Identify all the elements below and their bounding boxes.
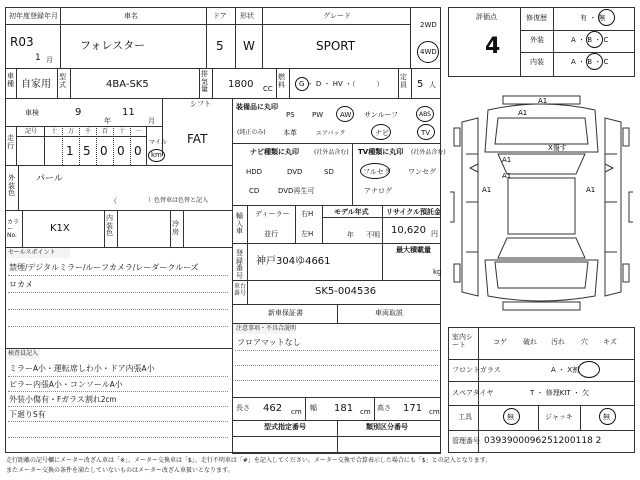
- tools-value: 無: [507, 413, 514, 421]
- height-cm: cm: [429, 408, 440, 416]
- inspection-month: 11: [122, 107, 135, 118]
- jack-value: 無: [603, 413, 610, 421]
- exterior-options: A ・ B ・ C: [571, 36, 609, 44]
- mgmt-label: 管理番号: [452, 437, 480, 445]
- inspector-line-2: ピラー内張A小・コンソールA小: [9, 380, 123, 389]
- capacity-unit: 人: [429, 81, 436, 89]
- equip-navi: ナビ: [375, 129, 389, 137]
- seat-label: 室内シート: [452, 333, 473, 349]
- spare-options: T ・ 修理KIT ・ 欠: [530, 389, 590, 397]
- sales-point-line-2: ロカメ: [9, 280, 33, 289]
- equipment-sub: (純正のみ): [237, 129, 266, 136]
- color-note: ）色替車は色替と記入: [148, 197, 209, 204]
- windshield-options: A ・ X割: [551, 366, 580, 374]
- equip-abs: ABS: [419, 111, 431, 118]
- car-name: フォレスター: [80, 39, 146, 52]
- month-unit: 月: [46, 56, 53, 64]
- equip-airbag: エアバック: [316, 130, 346, 137]
- fuel-options: G ・ D ・ HV ・（ ）: [299, 80, 384, 88]
- mileage-label: 走行: [7, 134, 14, 150]
- registration-label: 登録番号: [236, 249, 243, 281]
- width-label: 幅: [310, 404, 317, 412]
- diagram-label-6: A1: [482, 186, 492, 194]
- grade: SPORT: [316, 39, 356, 53]
- diagram-label-1: A1: [538, 97, 548, 105]
- inspection-year-unit: 年: [104, 117, 111, 125]
- use-label: 車種: [7, 72, 14, 88]
- windshield-label: フロントガラス: [452, 366, 501, 374]
- repair-none-circle: [598, 9, 615, 26]
- first-reg-value: R03: [10, 35, 34, 49]
- caution-label: 注意事項・不具合説明: [236, 325, 297, 332]
- shape-label: 形状: [240, 12, 254, 20]
- diagram-label-5: A1: [502, 172, 512, 180]
- navi-hdd: HDD: [246, 168, 263, 176]
- tv-oneseg: ワンセグ: [408, 168, 436, 176]
- tv-label: TV種類に丸印: [358, 148, 404, 156]
- mileage-digit-3: 0: [117, 144, 125, 158]
- color-label: 外装色: [8, 174, 15, 198]
- diagram-label-2: A1: [518, 109, 528, 117]
- navi-sub: (社外品含む): [314, 149, 349, 156]
- height-value: 171: [403, 403, 423, 414]
- type-approval-label: 型式指定番号: [264, 423, 306, 431]
- max-load-label: 最大積載量: [396, 246, 431, 254]
- windshield-crack-circle: [578, 361, 600, 378]
- import-dealer: ディーラー: [255, 210, 290, 218]
- cc-unit: CC: [263, 85, 273, 93]
- capacity-value: 5: [417, 79, 424, 90]
- equip-aw: AW: [340, 111, 352, 119]
- mileage-unit-mile: マイル: [149, 139, 167, 146]
- mileage-header: 記号: [25, 128, 38, 135]
- seat-opt-2: 汚れ: [551, 338, 565, 346]
- exterior-b-circle: [586, 31, 603, 48]
- first-reg-month: 1: [35, 53, 41, 63]
- inspection-month-unit: 月: [148, 117, 155, 125]
- model-label: 型式: [59, 73, 66, 89]
- score-value: 4: [485, 34, 501, 59]
- recycle-value: 10,620: [391, 225, 426, 236]
- mileage-digit-4: 0: [134, 144, 142, 158]
- width-cm: cm: [360, 408, 371, 416]
- inspector-line-3: 外装小傷有・Fガラス割れ2cm: [9, 395, 117, 404]
- category-label: 類別区分番号: [366, 423, 408, 431]
- footnote-line-1: 走行距離の記号欄にメーター改ざん車は「※」、メーター交換車は「$」、走行不明車は「#」を記入してください。メーター交換で合算表示した場合にも「$」との記入となります。: [6, 457, 492, 464]
- doors-label: ドア: [213, 12, 227, 20]
- first-reg-label: 初年度登録年月: [9, 12, 58, 20]
- repair-label: 修復歴: [526, 14, 547, 22]
- model-year-unit: 年: [347, 231, 354, 239]
- exterior-label: 外装: [530, 36, 544, 44]
- doors: 5: [216, 39, 224, 53]
- diagram-label-4: A1: [502, 156, 512, 164]
- digit-h-1: 万: [68, 128, 75, 135]
- height-label: 高さ: [377, 404, 391, 412]
- import-parallel: 並行: [264, 230, 278, 238]
- tv-fullseg: フルセグ: [363, 168, 391, 176]
- shift-value: FAT: [187, 132, 208, 146]
- mileage-digit-0: 1: [66, 144, 74, 158]
- use-value: 自家用: [21, 79, 51, 90]
- interior-color-label: 内装色: [106, 214, 113, 238]
- navi-sd: SD: [324, 168, 334, 176]
- import-label: 輸入車: [236, 212, 243, 236]
- mileage-unit-km: km: [151, 151, 162, 159]
- model-value: 4BA-SK5: [106, 79, 149, 90]
- color-value: パール: [36, 174, 63, 184]
- digit-h-4: 十: [119, 128, 126, 135]
- equipment-label: 装備品に丸印: [236, 103, 278, 111]
- diagram-label-7: A1: [586, 186, 596, 194]
- navi-cd: CD: [249, 187, 260, 195]
- shape: W: [243, 39, 255, 53]
- drive-4wd: 4WD: [420, 48, 437, 56]
- shift-label: シフト: [190, 100, 211, 108]
- interior-label: 内装: [530, 58, 544, 66]
- color-code-value: K1X: [50, 223, 70, 234]
- drive-2wd: 2WD: [420, 21, 437, 29]
- digit-h-3: 百: [102, 128, 109, 135]
- width-value: 181: [334, 403, 354, 414]
- jack-label: ジャッキ: [545, 413, 573, 421]
- color-paren: （: [110, 197, 117, 205]
- diagram-label-3: X傷す: [548, 144, 567, 152]
- inspection-year: 9: [75, 107, 82, 118]
- max-load-kg: kg: [433, 268, 442, 276]
- recycle-label: リサイクル預託金: [386, 208, 442, 216]
- fuel-label: 燃料: [278, 73, 285, 89]
- equip-tv: TV: [421, 129, 431, 137]
- equip-pw: PW: [312, 111, 324, 119]
- seat-opt-1: 破れ: [523, 338, 537, 346]
- inspector-line-1: ミラーA小・運転席しわ小・ドア内張A小: [9, 364, 155, 373]
- score-label: 評価点: [476, 13, 497, 21]
- length-label: 長さ: [236, 404, 250, 412]
- import-right: 右H: [301, 210, 314, 218]
- digit-h-5: 一: [135, 128, 142, 135]
- registration-value: 神戸304ゆ4661: [256, 256, 331, 267]
- length-cm: cm: [291, 408, 302, 416]
- navi-dvd-play: DVD再生可: [278, 187, 315, 195]
- sales-points-label: セールスポイント: [8, 249, 56, 256]
- grade-label: グレード: [323, 12, 351, 20]
- warranty-new-car: 新車保証書: [268, 309, 303, 317]
- tools-label: 工具: [458, 413, 472, 421]
- equip-leather: 本革: [283, 129, 297, 137]
- inspector-line-4: 下廻りS有: [9, 410, 46, 419]
- footnote-line-2: またメーター交換の条件を満たしていないものはメーター改ざん車扱いとなります。: [6, 467, 234, 474]
- tv-analog: アナログ: [364, 187, 392, 195]
- chassis-label: 車台番号: [234, 283, 247, 297]
- equip-ps: PS: [286, 111, 295, 119]
- displacement-label: 排気量: [201, 70, 208, 94]
- warranty-manual: 車両取説: [375, 309, 403, 317]
- chassis-value: SK5-004536: [315, 286, 377, 297]
- ac-label: 冷房: [172, 220, 179, 236]
- mgmt-value: 0393900096251200118 2: [484, 436, 602, 446]
- repair-options: 有 ・ 無: [580, 14, 606, 22]
- navi-dvd: DVD: [287, 168, 303, 176]
- displacement-value: 1800: [228, 79, 254, 90]
- digit-h-0: 十: [51, 128, 58, 135]
- recycle-yen: 円: [431, 230, 438, 238]
- spare-label: スペアタイヤ: [452, 389, 494, 397]
- mileage-digit-2: 0: [100, 144, 108, 158]
- car-name-label: 車名: [124, 12, 138, 20]
- seat-opt-0: コゲ: [493, 338, 507, 346]
- sales-point-line-1: 禁煙/デジタルミラー/ルーフカメラ/レーダークルーズ: [9, 263, 199, 272]
- import-left: 左H: [301, 230, 314, 238]
- inspection-label: 車検: [25, 109, 39, 117]
- capacity-label: 定員: [400, 73, 407, 89]
- mileage-digit-1: 5: [83, 144, 91, 158]
- length-value: 462: [263, 403, 283, 414]
- digit-h-2: 千: [85, 128, 92, 135]
- inspector-label: 検査員記入: [8, 350, 39, 357]
- model-year-label: モデル年式: [334, 208, 369, 216]
- seat-opt-3: 穴: [581, 338, 588, 346]
- model-year-unknown: 不明: [366, 231, 380, 239]
- seat-opt-4: キズ: [603, 338, 617, 346]
- car-damage-diagram: [448, 82, 635, 322]
- tv-sub: (社外品含む): [411, 149, 446, 156]
- interior-b-circle: [586, 53, 603, 70]
- navi-label: ナビ種類に丸印: [250, 148, 299, 156]
- color-code-label: カラーNo.: [7, 219, 20, 240]
- equip-sunroof: サンルーフ: [364, 111, 399, 119]
- caution-text: フロアマットなし: [237, 338, 301, 347]
- interior-options: A ・ B ・ C: [571, 58, 609, 66]
